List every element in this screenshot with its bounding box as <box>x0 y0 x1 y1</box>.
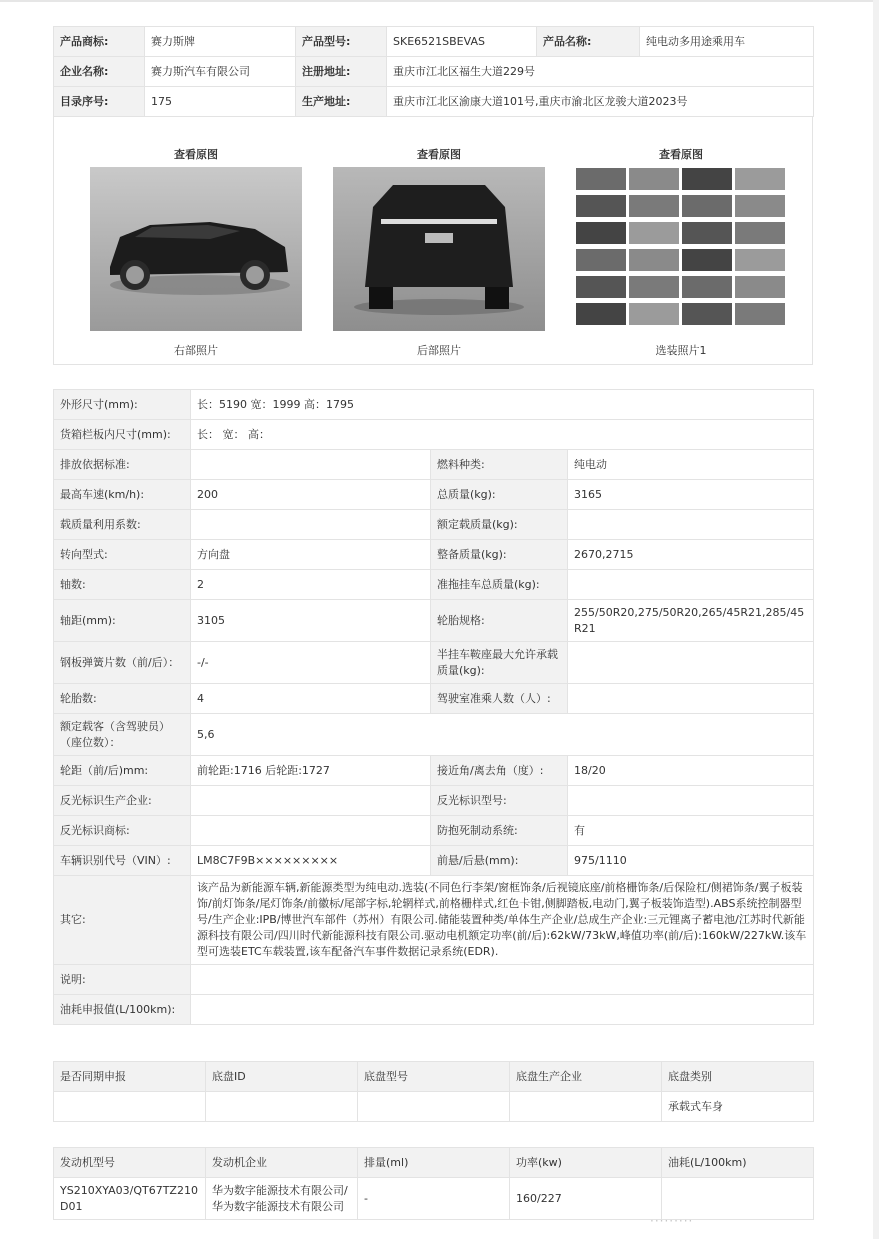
other-label: 其它: <box>54 876 191 965</box>
option-thumbnail <box>576 195 626 217</box>
rated-load-label: 额定载质量(kg): <box>431 510 568 540</box>
dims-label: 外形尺寸(mm): <box>54 390 191 420</box>
view-original-link[interactable]: 查看原图 <box>174 148 218 161</box>
chassis-header: 底盘类别 <box>662 1062 814 1092</box>
cab-value <box>568 684 814 714</box>
option-thumbnail <box>735 195 785 217</box>
trailer-label: 准拖挂车总质量(kg): <box>431 570 568 600</box>
seats-value: 5,6 <box>191 714 814 756</box>
view-original-link[interactable]: 查看原图 <box>417 148 461 161</box>
option-thumbnail <box>576 168 626 190</box>
car-rear-image[interactable] <box>333 167 545 331</box>
cab-label: 驾驶室准乘人数（人）: <box>431 684 568 714</box>
total-mass-value: 3165 <box>568 480 814 510</box>
engine-cell: 160/227 <box>510 1178 662 1220</box>
curb-value: 2670,2715 <box>568 540 814 570</box>
load-coef-value <box>191 510 431 540</box>
prod-addr-value: 重庆市江北区渝康大道101号,重庆市渝北区龙骏大道2023号 <box>387 87 814 117</box>
engine-cell: 华为数字能源技术有限公司/华为数字能源技术有限公司 <box>206 1178 358 1220</box>
engine-header: 发动机型号 <box>54 1148 206 1178</box>
option-thumbnail <box>682 168 732 190</box>
engine-cell: YS210XYA03/QT67TZ210D01 <box>54 1178 206 1220</box>
speed-label: 最高车速(km/h): <box>54 480 191 510</box>
fuel-label: 燃料种类: <box>431 450 568 480</box>
option-thumbnail <box>735 276 785 298</box>
rated-load-value <box>568 510 814 540</box>
chassis-cell <box>206 1092 358 1122</box>
consumption-value <box>191 995 814 1025</box>
model-label: 产品型号: <box>296 27 387 57</box>
spring-label: 钢板弹簧片数（前/后）： <box>54 642 191 684</box>
top-border <box>0 0 879 2</box>
dims-value: 长：5190 宽：1999 高：1795 <box>191 390 814 420</box>
vin-value: LM8C7F9B××××××××× <box>191 846 431 876</box>
load-coef-label: 载质量利用系数: <box>54 510 191 540</box>
reflect-model-label: 反光标识型号: <box>431 786 568 816</box>
trailer-value <box>568 570 814 600</box>
total-mass-label: 总质量(kg): <box>431 480 568 510</box>
chassis-header: 底盘型号 <box>358 1062 510 1092</box>
company-value: 赛力斯汽车有限公司 <box>145 57 296 87</box>
fuel-value: 纯电动 <box>568 450 814 480</box>
engine-header: 排量(ml) <box>358 1148 510 1178</box>
chassis-header: 是否同期申报 <box>54 1062 206 1092</box>
steering-value: 方向盘 <box>191 540 431 570</box>
engine-table <box>53 1147 814 1220</box>
photo-options <box>575 147 787 358</box>
option-thumbnail <box>629 195 679 217</box>
chassis-cell <box>510 1092 662 1122</box>
model-value: SKE6521SBEVAS <box>387 27 537 57</box>
emission-value <box>191 450 431 480</box>
tyre-count-label: 轮胎数: <box>54 684 191 714</box>
angle-label: 接近角/离去角（度）: <box>431 756 568 786</box>
product-header-table <box>53 26 814 117</box>
option-thumbnail <box>576 276 626 298</box>
chassis-header: 底盘生产企业 <box>510 1062 662 1092</box>
car-right-image[interactable] <box>90 167 302 331</box>
engine-cell: - <box>358 1178 510 1220</box>
saddle-value <box>568 642 814 684</box>
name-value: 纯电动多用途乘用车 <box>640 27 814 57</box>
reflect-brand-label: 反光标识商标: <box>54 816 191 846</box>
option-thumbnail <box>576 249 626 271</box>
spring-value: -/- <box>191 642 431 684</box>
axles-value: 2 <box>191 570 431 600</box>
steering-label: 转向型式: <box>54 540 191 570</box>
overhang-label: 前悬/后悬(mm): <box>431 846 568 876</box>
chassis-cell <box>358 1092 510 1122</box>
chassis-cell <box>54 1092 206 1122</box>
track-value: 前轮距:1716 后轮距:1727 <box>191 756 431 786</box>
emission-label: 排放依据标准: <box>54 450 191 480</box>
option-thumbnail <box>735 249 785 271</box>
company-label: 企业名称: <box>54 57 145 87</box>
option-thumbnail <box>629 168 679 190</box>
brand-label: 产品商标: <box>54 27 145 57</box>
option-thumbnail <box>629 222 679 244</box>
option-thumbnail <box>576 222 626 244</box>
option-thumbnail <box>682 303 732 325</box>
right-scroll-edge <box>873 0 879 1239</box>
tyre-count-value: 4 <box>191 684 431 714</box>
abs-value: 有 <box>568 816 814 846</box>
option-thumbnail <box>682 276 732 298</box>
track-label: 轮距（前/后)mm: <box>54 756 191 786</box>
watermark: ········· <box>650 1214 694 1228</box>
option-thumbnail <box>735 303 785 325</box>
engine-header: 发动机企业 <box>206 1148 358 1178</box>
option-thumbnail <box>682 222 732 244</box>
note-value <box>191 965 814 995</box>
photo-rear <box>333 147 545 358</box>
engine-header: 油耗(L/100km) <box>662 1148 814 1178</box>
chassis-table <box>53 1061 814 1122</box>
brand-value: 赛力斯牌 <box>145 27 296 57</box>
photo-right <box>90 147 302 358</box>
options-collage-image[interactable] <box>575 167 787 331</box>
wheelbase-label: 轴距(mm): <box>54 600 191 642</box>
wheelbase-value: 3105 <box>191 600 431 642</box>
cargo-value: 长： 宽： 高： <box>191 420 814 450</box>
reg-addr-value: 重庆市江北区福生大道229号 <box>387 57 814 87</box>
photo-caption-options: 选装照片1 <box>655 344 707 357</box>
curb-label: 整备质量(kg): <box>431 540 568 570</box>
option-thumbnail <box>735 222 785 244</box>
tyre-label: 轮胎规格: <box>431 600 568 642</box>
chassis-cell: 承载式车身 <box>662 1092 814 1122</box>
option-thumbnail <box>682 195 732 217</box>
saddle-label: 半挂车鞍座最大允许承载质量(kg): <box>431 642 568 684</box>
reflect-model-value <box>568 786 814 816</box>
tyre-value: 255/50R20,275/50R20,265/45R21,285/45R21 <box>568 600 814 642</box>
photo-caption-right: 右部照片 <box>174 344 218 357</box>
note-label: 说明: <box>54 965 191 995</box>
reflect-mfr-value <box>191 786 431 816</box>
speed-value: 200 <box>191 480 431 510</box>
reflect-mfr-label: 反光标识生产企业: <box>54 786 191 816</box>
angle-value: 18/20 <box>568 756 814 786</box>
spec-table <box>53 389 814 1025</box>
chassis-header: 底盘ID <box>206 1062 358 1092</box>
axles-label: 轴数: <box>54 570 191 600</box>
option-thumbnail <box>629 249 679 271</box>
abs-label: 防抱死制动系统: <box>431 816 568 846</box>
overhang-value: 975/1110 <box>568 846 814 876</box>
photo-gallery <box>53 117 813 365</box>
seats-label: 额定载客（含驾驶员）（座位数）： <box>54 714 191 756</box>
other-value: 该产品为新能源车辆,新能源类型为纯电动.选装(不同色行李架/窗框饰条/后视镜底座/前格栅饰条/后保险杠/侧裙饰条/翼子板装饰/前灯饰条/尾灯饰条/前徽标/尾部字标,轮辋样式,前格栅样式,红色卡钳,侧脚踏板,电动门,翼子板装饰造型).ABS系统控制器型号/生产企业:IPB/博世汽车部件（苏州）有限公司.储能装置种类/单体生产企业/总成生产企业:三元锂离子蓄电池/江苏时代新能源科技有限公司/四川时代新能源科技有限公司.驱动电机额定功率(前/后):62kW/73kW,峰值功率(前/后):160kW/227kW.该车型可选装ETC车载装置,该车配备汽车事件数据记录系统(EDR). <box>191 876 814 965</box>
name-label: 产品名称: <box>537 27 640 57</box>
reflect-brand-value <box>191 816 431 846</box>
catalog-label: 目录序号: <box>54 87 145 117</box>
engine-header: 功率(kw) <box>510 1148 662 1178</box>
prod-addr-label: 生产地址: <box>296 87 387 117</box>
option-thumbnail <box>629 276 679 298</box>
option-thumbnail <box>682 249 732 271</box>
cargo-label: 货箱栏板内尺寸(mm): <box>54 420 191 450</box>
option-thumbnail <box>629 303 679 325</box>
vin-label: 车辆识别代号（VIN）: <box>54 846 191 876</box>
reg-addr-label: 注册地址: <box>296 57 387 87</box>
option-thumbnail <box>735 168 785 190</box>
view-original-link[interactable]: 查看原图 <box>659 148 703 161</box>
consumption-label: 油耗申报值(L/100km): <box>54 995 191 1025</box>
option-thumbnail <box>576 303 626 325</box>
catalog-value: 175 <box>145 87 296 117</box>
photo-caption-rear: 后部照片 <box>417 344 461 357</box>
